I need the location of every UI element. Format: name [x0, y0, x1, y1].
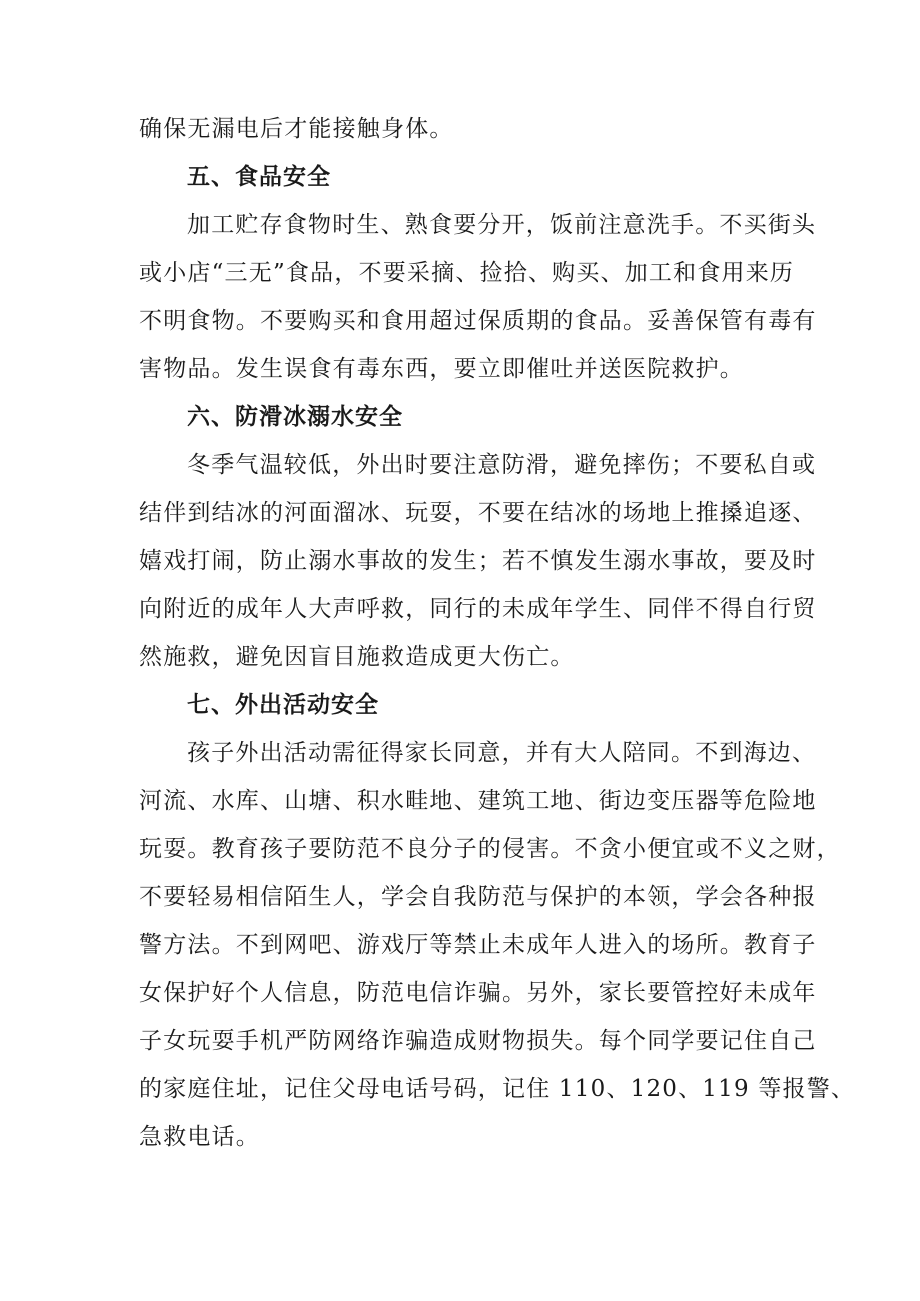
document-page: [139, 105, 856, 1161]
paragraph-line: 害物品。发生误食有毒东西，要立即催吐并送医院救护。: [139, 356, 744, 382]
paragraph-line: 女保护好个人信息，防范电信诈骗。另外，家长要管控好未成年: [139, 980, 817, 1006]
section-7-paragraph: [139, 729, 856, 1161]
paragraph-line: 河流、水库、山塘、积水畦地、建筑工地、街边变压器等危险地: [139, 788, 817, 814]
paragraph-line: 的家庭住址，记住父母电话号码，记住 110、120、119 等报警、: [139, 1076, 856, 1102]
paragraph-line: 加工贮存食物时生、熟食要分开，饭前注意洗手。不买街头: [187, 212, 817, 238]
section-5-heading: 五、食品安全: [187, 164, 331, 190]
paragraph-line: 玩耍。教育孩子要防范不良分子的侵害。不贪小便宜或不义之财，: [139, 836, 841, 862]
paragraph-line: 或小店“三无”食品，不要采摘、捡拾、购买、加工和食用来历: [139, 260, 795, 286]
paragraph-line: 孩子外出活动需征得家长同意，并有大人陪同。不到海边、: [187, 740, 817, 766]
paragraph-line: 不明食物。不要购买和食用超过保质期的食品。妥善保管有毒有: [139, 308, 817, 334]
section-5-paragraph: [139, 201, 817, 393]
paragraph-line: 然施救，避免因盲目施救造成更大伤亡。: [139, 644, 575, 670]
paragraph-line: 结伴到结冰的河面溜冰、玩耍，不要在结冰的场地上推搡追逐、: [139, 500, 817, 526]
paragraph-line: 急救电话。: [139, 1124, 260, 1150]
section-6-paragraph: [139, 441, 817, 681]
paragraph-line: 冬季气温较低，外出时要注意防滑，避免摔伤；不要私自或: [187, 452, 817, 478]
section-6-heading: 六、防滑冰溺水安全: [187, 404, 403, 430]
paragraph-line: 向附近的成年人大声呼救，同行的未成年学生、同伴不得自行贸: [139, 596, 817, 622]
paragraph-line: 不要轻易相信陌生人，学会自我防范与保护的本领，学会各种报: [139, 884, 817, 910]
paragraph-line: 子女玩耍手机严防网络诈骗造成财物损失。每个同学要记住自己: [139, 1028, 817, 1054]
paragraph-line: 嬉戏打闹，防止溺水事故的发生；若不慎发生溺水事故，要及时: [139, 548, 817, 574]
section-7-heading: 七、外出活动安全: [187, 692, 379, 718]
paragraph-line: 警方法。不到网吧、游戏厅等禁止未成年人进入的场所。教育子: [139, 932, 817, 958]
intro-line: 确保无漏电后才能接触身体。: [139, 116, 454, 142]
